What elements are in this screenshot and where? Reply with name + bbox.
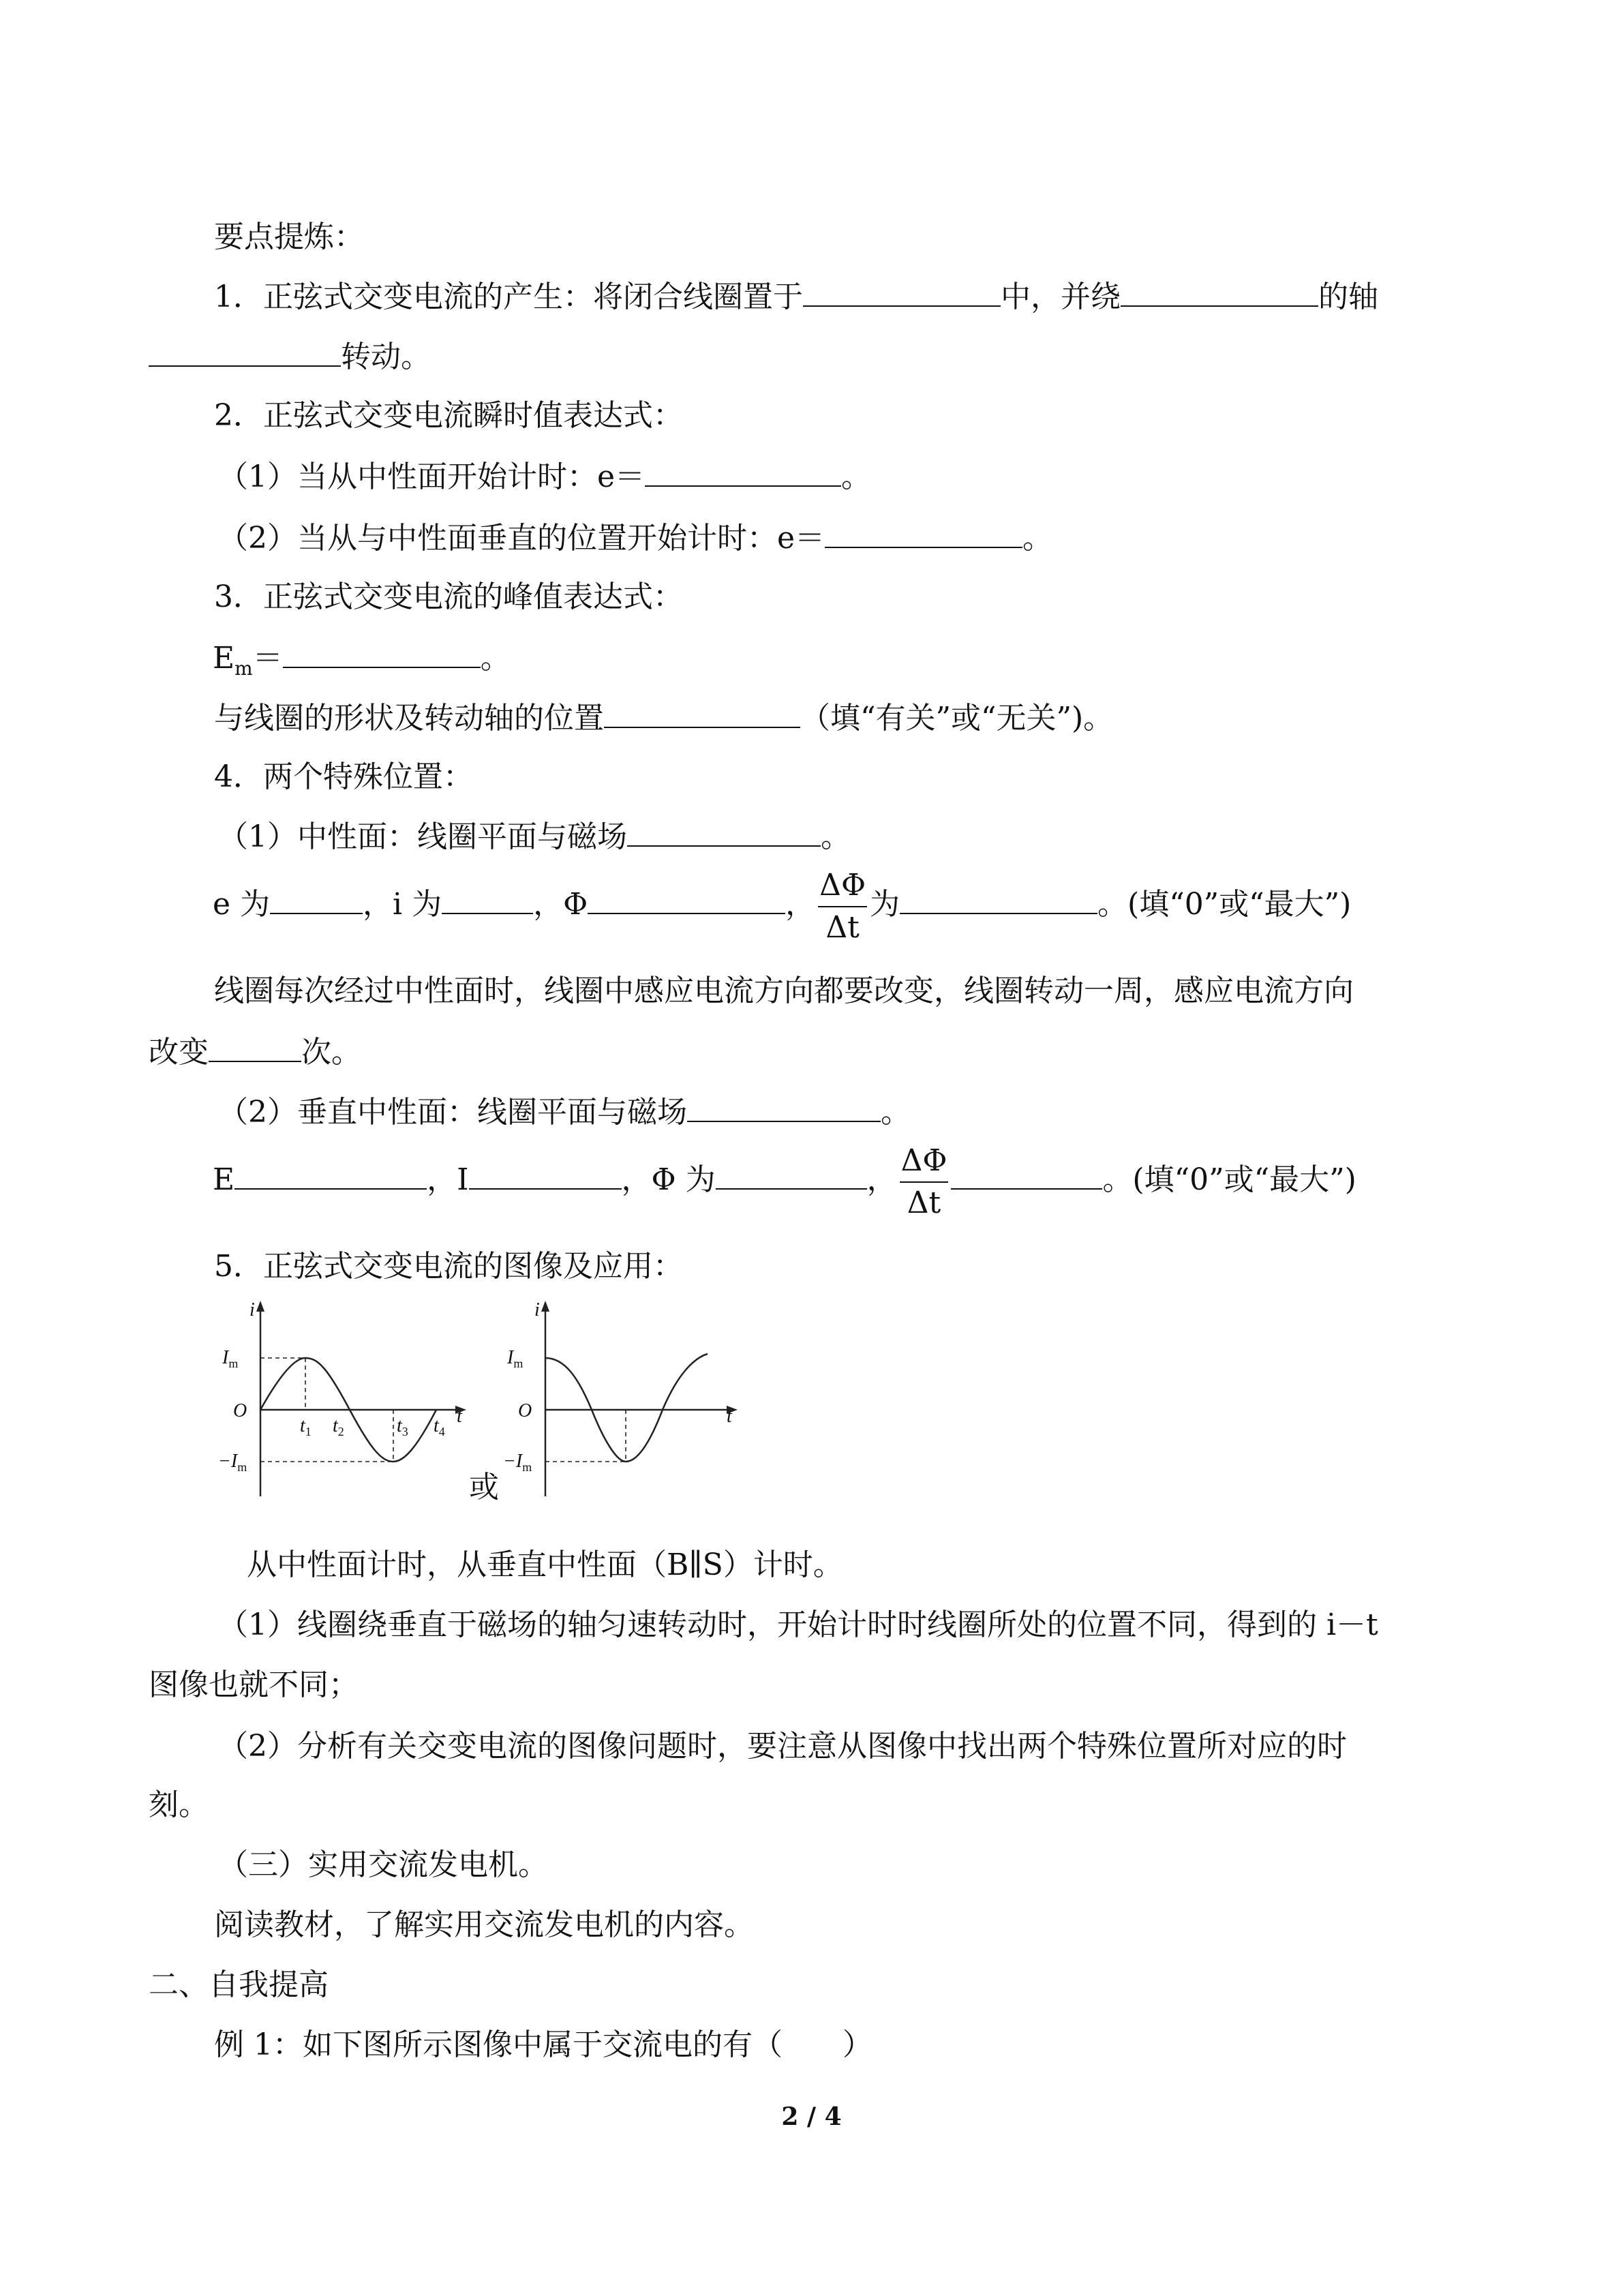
blank-e (270, 883, 363, 914)
y-arrow-2 (541, 1301, 549, 1312)
point-1-line (214, 275, 1378, 318)
graph-caption: 从中性面计时，从垂直中性面（B∥S）计时。 (247, 1547, 843, 1582)
blank-I (469, 1158, 622, 1190)
blank-times (209, 1031, 301, 1062)
point-4-1-end: 。 (821, 819, 851, 854)
I-label: ，I (427, 1162, 469, 1197)
page-number: 2 / 4 (781, 2102, 842, 2131)
blank-phi (588, 883, 785, 914)
point-4-2-text: （2）垂直中性面：线圈平面与磁场 (218, 1095, 687, 1130)
t1-label: $t_1$ (300, 1415, 312, 1438)
direction-paragraph-line-1: 线圈每次经过中性面时，线圈中感应电流方向都要改变，线圈转动一周，感应电流方向 (214, 973, 1354, 1008)
cosine-curve (545, 1354, 708, 1462)
point-4-1-text: （1）中性面：线圈平面与磁场 (218, 819, 627, 854)
point-1-text-b: 中，并绕 (1001, 280, 1121, 314)
e-label: e 为 (213, 887, 271, 922)
point-4-2-end: 。 (881, 1095, 911, 1130)
fraction-denominator: Δt (825, 909, 860, 945)
i-axis-label-2: i (534, 1299, 540, 1320)
blank-i (442, 883, 533, 914)
times-label: 次。 (301, 1035, 361, 1070)
point-1-text-d: 转动。 (341, 339, 431, 374)
i-label: ，i 为 (363, 887, 442, 922)
origin-label: O (233, 1400, 247, 1421)
example-1: 例 1：如下图所示图像中属于交流电的有（ ） (214, 2027, 873, 2062)
point-2-1-text: （1）当从中性面开始计时：e＝ (218, 459, 646, 494)
phi-label-2: ，Φ 为 (621, 1162, 716, 1197)
point-1-text-c: 的轴 (1318, 280, 1378, 314)
blank-em (283, 637, 481, 668)
blank-related (604, 697, 800, 728)
direction-paragraph-line-2 (149, 1031, 361, 1073)
part-2-heading: 二、自我提高 (149, 1967, 329, 2002)
t2-label: $t_2$ (333, 1415, 344, 1438)
t-axis-label-2: t (727, 1406, 732, 1427)
phi-label: ，Φ (533, 887, 588, 922)
neg-im-label: $-I_m$ (218, 1451, 247, 1474)
point-2-2-line (218, 517, 1052, 559)
fraction-denominator-2: Δt (907, 1185, 941, 1220)
em-symbol: E (213, 641, 235, 676)
comma: ， (785, 887, 816, 922)
point-2-2-text: （2）当从与中性面垂直的位置开始计时：e＝ (218, 521, 825, 556)
point-2-2-end: 。 (1022, 521, 1053, 556)
point-4-2-line (218, 1091, 911, 1133)
im-label: $I_m$ (222, 1347, 239, 1370)
point-4-1-line (218, 815, 851, 858)
em-equals: ＝ (252, 641, 283, 676)
blank-neutral-plane (627, 815, 821, 847)
graph-cosine (503, 1295, 755, 1500)
change-label: 改变 (149, 1035, 209, 1070)
point-5-1-line-1: （1）线圈绕垂直于磁场的轴匀速转动时，开始计时时线圈所处的位置不同，得到的 i－t (218, 1607, 1378, 1642)
blank-e-perpendicular (825, 517, 1022, 548)
t3-label: $t_3$ (397, 1415, 408, 1438)
point-5-1-line-2: 图像也就不同； (149, 1667, 359, 1702)
im-label-2: $I_m$ (507, 1347, 524, 1370)
perpendicular-values-line (213, 1136, 1356, 1224)
em-subscript: m (234, 656, 253, 680)
t-axis-label: t (457, 1406, 462, 1427)
peak-formula-line (213, 637, 511, 689)
point-3-heading: 3．正弦式交变电流的峰值表达式： (214, 579, 683, 614)
point-4-heading: 4．两个特殊位置： (214, 759, 473, 794)
blank-field (803, 275, 1001, 307)
point-2-1-line (218, 455, 871, 498)
section-3-heading: （三）实用交流发电机。 (218, 1847, 548, 1882)
graph-sine (218, 1295, 470, 1500)
fraction-numerator-2: ΔΦ (900, 1146, 949, 1183)
reading-instruction: 阅读教材，了解实用交流发电机的内容。 (214, 1907, 754, 1942)
point-5-2-line-2: 刻。 (149, 1787, 209, 1822)
blank-E (234, 1158, 427, 1190)
y-arrow (256, 1301, 264, 1312)
wei-label: 为 (870, 887, 900, 922)
blank-e-neutral (645, 455, 841, 487)
blank-axis (1121, 275, 1318, 307)
blank-flux-rate (900, 883, 1097, 914)
blank-perpendicular-plane (687, 1091, 881, 1122)
perpendicular-values-end: 。(填“0”或“最大”) (1102, 1162, 1356, 1197)
neg-im-label-2: $-I_m$ (503, 1451, 532, 1474)
point-5-heading: 5．正弦式交变电流的图像及应用： (214, 1249, 683, 1284)
point-5-2-line-1: （2）分析有关交变电流的图像问题时，要注意从图像中找出两个特殊位置所对应的时 (218, 1729, 1347, 1764)
blank-rotation (149, 335, 341, 367)
neutral-values-end: 。(填“0”或“最大”) (1097, 887, 1352, 922)
em-end: 。 (480, 641, 511, 676)
point-2-heading: 2．正弦式交变电流瞬时值表达式： (214, 398, 683, 433)
comma-2: ， (866, 1162, 897, 1197)
E-label: E (213, 1162, 235, 1197)
fraction-numerator: ΔΦ (818, 871, 867, 907)
point-1-text-a: 1．正弦式交变电流的产生：将闭合线圈置于 (214, 280, 803, 314)
i-axis-label: i (249, 1299, 255, 1320)
or-label: 或 (469, 1470, 499, 1505)
origin-label-2: O (518, 1400, 532, 1421)
flux-rate-fraction-2 (900, 1143, 949, 1220)
point-2-1-end: 。 (841, 459, 872, 494)
flux-rate-fraction (818, 867, 867, 945)
neutral-values-line (213, 860, 1351, 949)
point-3-2-line (214, 697, 1113, 739)
section-heading: 要点提炼： (214, 220, 364, 254)
t4-label: $t_4$ (434, 1415, 445, 1438)
point-1-line-2 (149, 335, 431, 378)
point-3-2-end: （填“有关”或“无关”)。 (800, 701, 1114, 736)
blank-phi-2 (716, 1158, 867, 1190)
blank-flux-rate-2 (951, 1158, 1102, 1190)
point-3-2-text: 与线圈的形状及转动轴的位置 (214, 701, 604, 736)
